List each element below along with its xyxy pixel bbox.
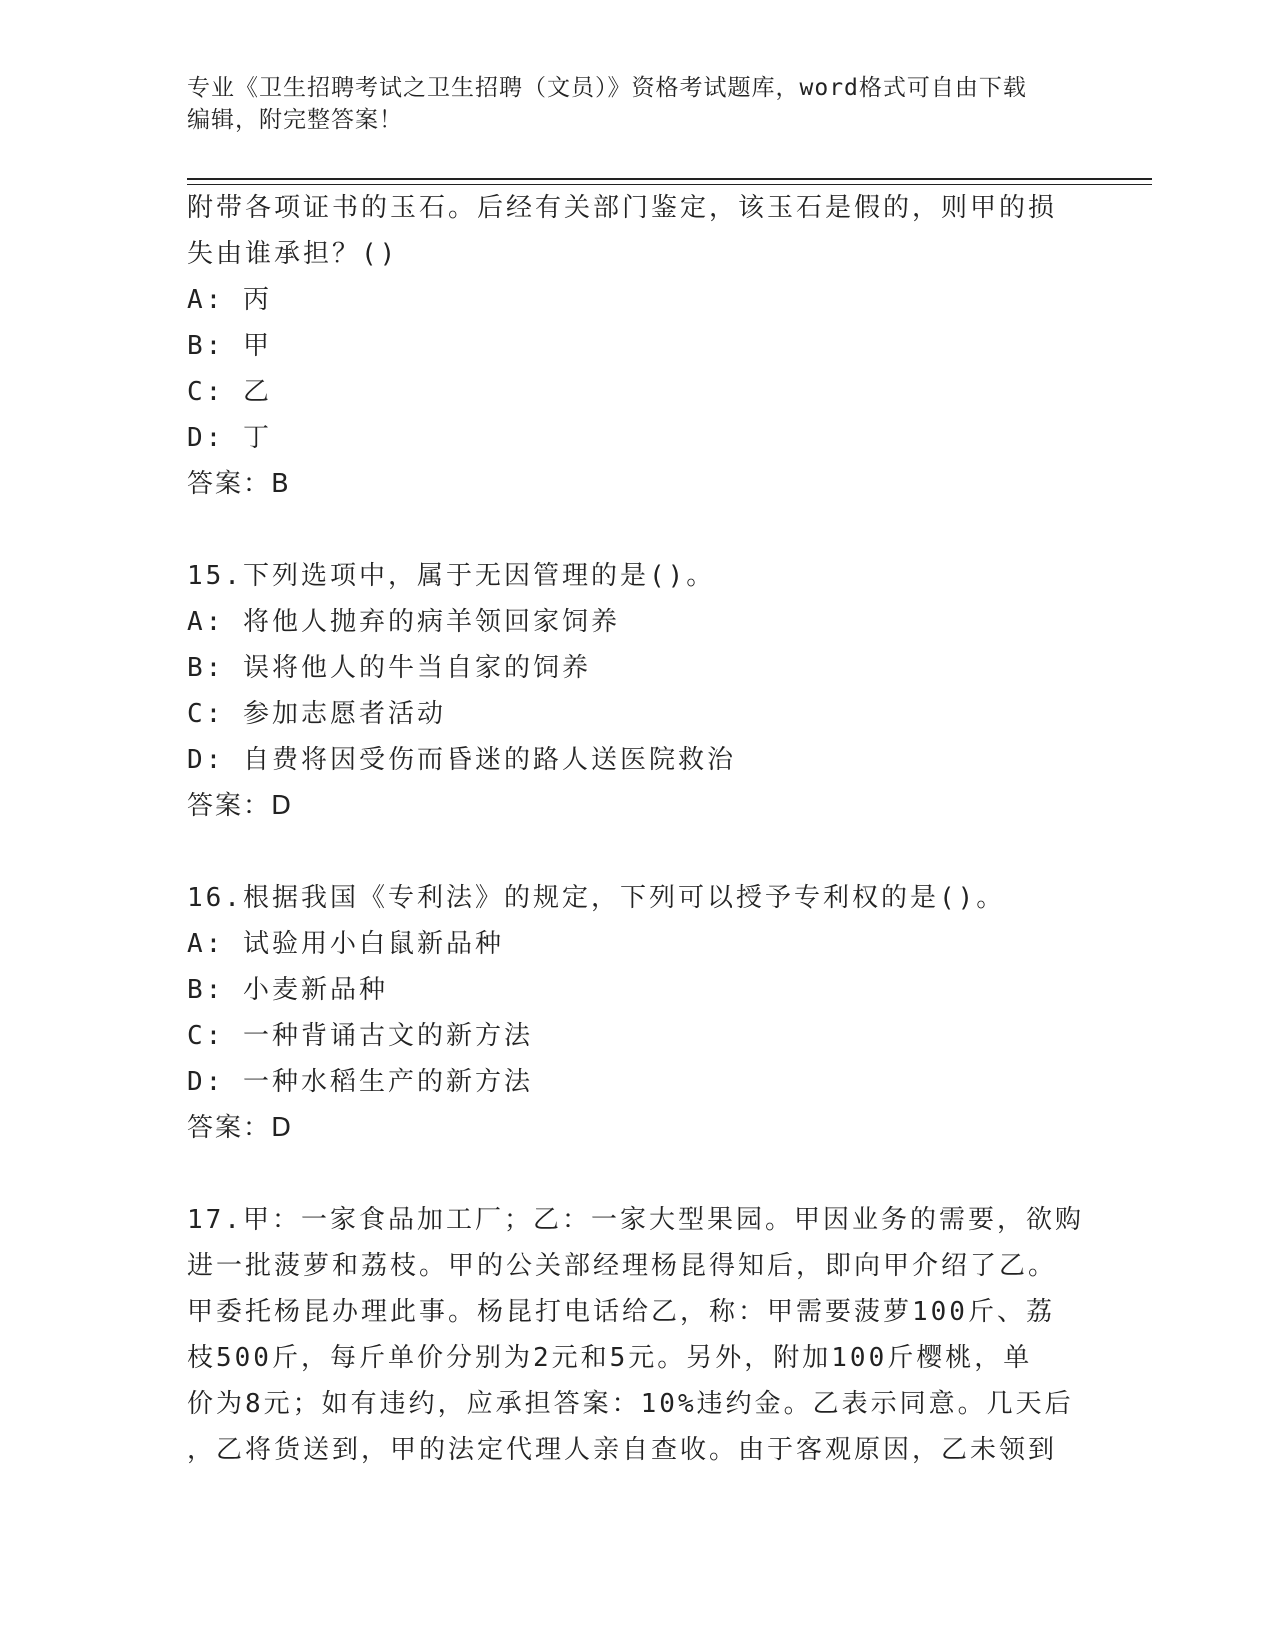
option-c: C: 一种背诵古文的新方法 (187, 1021, 533, 1051)
option-a: A: 试验用小白鼠新品种 (187, 929, 504, 959)
option-c: C: 参加志愿者活动 (187, 699, 446, 729)
answer-line: 答案：D (187, 1113, 294, 1143)
header-divider-thick (187, 178, 1152, 180)
question-stem-line: 失由谁承担？() (187, 239, 399, 269)
spacer (187, 507, 1087, 553)
question-17 (187, 1197, 1087, 1473)
option-b: B: 误将他人的牛当自家的饲养 (187, 653, 591, 683)
question-stem: 16.根据我国《专利法》的规定，下列可以授予专利权的是()。 (187, 883, 1006, 913)
option-a: A: 将他人抛弃的病羊领回家饲养 (187, 607, 620, 637)
header-line-1: 专业《卫生招聘考试之卫生招聘（文员）》资格考试题库，word格式可自由下载 (187, 75, 1027, 101)
question-stem-line: 枝500斤，每斤单价分别为2元和5元。另外，附加100斤樱桃，单 (187, 1343, 1033, 1373)
question-14 (187, 185, 1087, 507)
spacer (187, 829, 1087, 875)
option-d: D: 丁 (187, 423, 272, 453)
question-stem: 15.下列选项中，属于无因管理的是()。 (187, 561, 716, 591)
option-a: A: 丙 (187, 285, 272, 315)
option-c: C: 乙 (187, 377, 272, 407)
question-stem-line: ，乙将货送到，甲的法定代理人亲自查收。由于客观原因，乙未领到 (187, 1435, 1058, 1465)
question-stem-line: 附带各项证书的玉石。后经有关部门鉴定，该玉石是假的，则甲的损 (187, 193, 1058, 223)
option-d: D: 一种水稻生产的新方法 (187, 1067, 533, 1097)
option-b: B: 甲 (187, 331, 272, 361)
spacer (187, 1151, 1087, 1197)
option-d: D: 自费将因受伤而昏迷的路人送医院救治 (187, 745, 736, 775)
question-stem-line: 进一批菠萝和荔枝。甲的公关部经理杨昆得知后，即向甲介绍了乙。 (187, 1251, 1058, 1281)
question-stem-line: 价为8元；如有违约，应承担答案：10%违约金。乙表示同意。几天后 (187, 1389, 1074, 1419)
answer-line: 答案：B (187, 469, 291, 499)
question-16 (187, 875, 1087, 1151)
option-b: B: 小麦新品种 (187, 975, 388, 1005)
question-stem-line: 17.甲：一家食品加工厂；乙：一家大型果园。甲因业务的需要，欲购 (187, 1205, 1084, 1235)
question-stem-line: 甲委托杨昆办理此事。杨昆打电话给乙，称：甲需要菠萝100斤、荔 (187, 1297, 1055, 1327)
answer-line: 答案：D (187, 791, 294, 821)
header-line-2: 编辑，附完整答案！ (187, 107, 403, 133)
question-15 (187, 553, 1087, 829)
document-body (187, 185, 1087, 1473)
document-header (187, 72, 1067, 136)
